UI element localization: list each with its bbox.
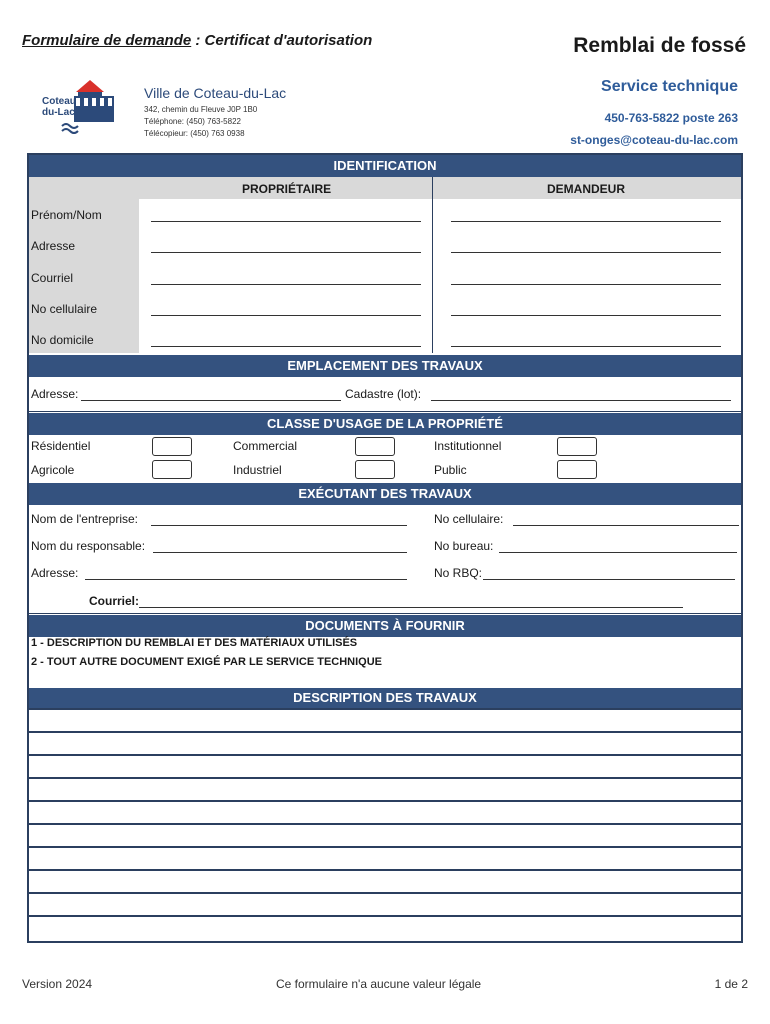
section-identification: IDENTIFICATION — [29, 155, 741, 177]
city-logo — [40, 80, 122, 138]
column-divider — [432, 177, 433, 353]
section-executant: EXÉCUTANT DES TRAVAUX — [29, 483, 741, 505]
label-contractor-cell: No cellulaire: — [434, 512, 504, 526]
city-fax: Télécopieur: (450) 763 0938 — [144, 129, 245, 138]
logo-text-1: Coteau — [42, 96, 76, 107]
checkbox-institutionnel[interactable] — [557, 437, 597, 456]
office-field[interactable] — [499, 552, 737, 553]
applicant-cell-field[interactable] — [451, 315, 721, 316]
label-name: Prénom/Nom — [31, 208, 102, 222]
work-address-field[interactable] — [81, 400, 341, 401]
description-line[interactable] — [29, 777, 741, 779]
city-info — [144, 104, 257, 140]
divider — [29, 613, 741, 614]
label-office: No bureau: — [434, 539, 494, 553]
label-contractor-address: Adresse: — [31, 566, 79, 580]
section-classe: CLASSE D'USAGE DE LA PROPRIÉTÉ — [29, 413, 741, 435]
section-emplacement: EMPLACEMENT DES TRAVAUX — [29, 355, 741, 377]
footer-notice: Ce formulaire n'a aucune valeur légale — [276, 977, 482, 991]
label-institutionnel: Institutionnel — [434, 439, 502, 453]
label-column — [29, 177, 139, 353]
description-line[interactable] — [29, 915, 741, 917]
city-address: 342, chemin du Fleuve J0P 1B0 — [144, 105, 258, 114]
description-line[interactable] — [29, 800, 741, 802]
col-owner: PROPRIÉTAIRE — [242, 182, 332, 196]
company-field[interactable] — [151, 525, 407, 526]
label-agricole: Agricole — [31, 463, 75, 477]
owner-email-field[interactable] — [151, 284, 421, 285]
label-cadastre: Cadastre (lot): — [345, 387, 422, 401]
rbq-field[interactable] — [483, 579, 735, 580]
applicant-home-field[interactable] — [451, 346, 721, 347]
service-phone: 450-763-5822 poste 263 — [604, 111, 738, 125]
document-item-1: 1 - DESCRIPTION DU REMBLAI ET DES MATÉRIAUX UTILISÉS — [31, 637, 358, 649]
label-contractor-email: Courriel: — [89, 594, 140, 608]
service-email[interactable]: st-onges@coteau-du-lac.com — [570, 133, 738, 147]
responsible-field[interactable] — [153, 552, 407, 553]
label-work-address: Adresse: — [31, 387, 79, 401]
label-public: Public — [434, 463, 467, 477]
cadastre-field[interactable] — [431, 400, 731, 401]
description-line[interactable] — [29, 846, 741, 848]
section-description: DESCRIPTION DES TRAVAUX — [29, 688, 741, 708]
label-rbq: No RBQ: — [434, 566, 483, 580]
label-email: Courriel — [31, 271, 74, 285]
footer-page: 1 de 2 — [714, 977, 748, 991]
label-address: Adresse — [31, 239, 76, 253]
label-responsible: Nom du responsable: — [31, 539, 146, 553]
form-title-rest: : Certificat d'autorisation — [191, 32, 373, 49]
column-header-row — [139, 177, 741, 199]
description-line[interactable] — [29, 708, 741, 710]
contractor-address-field[interactable] — [85, 579, 407, 580]
page-title: Remblai de fossé — [573, 34, 746, 57]
application-form — [27, 153, 743, 943]
section-documents: DOCUMENTS À FOURNIR — [29, 615, 741, 637]
checkbox-industriel[interactable] — [355, 460, 395, 479]
applicant-address-field[interactable] — [451, 252, 721, 253]
description-line[interactable] — [29, 823, 741, 825]
checkbox-agricole[interactable] — [152, 460, 192, 479]
checkbox-public[interactable] — [557, 460, 597, 479]
divider — [29, 411, 741, 412]
checkbox-residentiel[interactable] — [152, 437, 192, 456]
label-residentiel: Résidentiel — [31, 439, 91, 453]
logo-text-2: du-Lac — [42, 107, 75, 118]
description-line[interactable] — [29, 731, 741, 733]
city-telephone: Téléphone: (450) 763-5822 — [144, 117, 241, 126]
checkbox-commercial[interactable] — [355, 437, 395, 456]
label-home: No domicile — [31, 333, 94, 347]
col-applicant: DEMANDEUR — [547, 182, 625, 196]
contractor-email-field[interactable] — [139, 607, 683, 608]
label-industriel: Industriel — [233, 463, 282, 477]
label-cell: No cellulaire — [31, 302, 98, 316]
owner-name-field[interactable] — [151, 221, 421, 222]
description-line[interactable] — [29, 892, 741, 894]
owner-address-field[interactable] — [151, 252, 421, 253]
owner-home-field[interactable] — [151, 346, 421, 347]
service-name: Service technique — [601, 78, 738, 95]
form-title-main: Formulaire de demande — [22, 32, 192, 49]
document-item-2: 2 - TOUT AUTRE DOCUMENT EXIGÉ PAR LE SERVICE TECHNIQUE — [31, 656, 383, 668]
city-name: Ville de Coteau-du-Lac — [144, 85, 287, 101]
applicant-email-field[interactable] — [451, 284, 721, 285]
contractor-cell-field[interactable] — [513, 525, 739, 526]
label-commercial: Commercial — [233, 439, 298, 453]
description-line[interactable] — [29, 754, 741, 756]
label-company: Nom de l'entreprise: — [31, 512, 139, 526]
owner-cell-field[interactable] — [151, 315, 421, 316]
applicant-name-field[interactable] — [451, 221, 721, 222]
footer-version: Version 2024 — [22, 977, 93, 991]
form-title — [22, 32, 372, 49]
description-line[interactable] — [29, 869, 741, 871]
